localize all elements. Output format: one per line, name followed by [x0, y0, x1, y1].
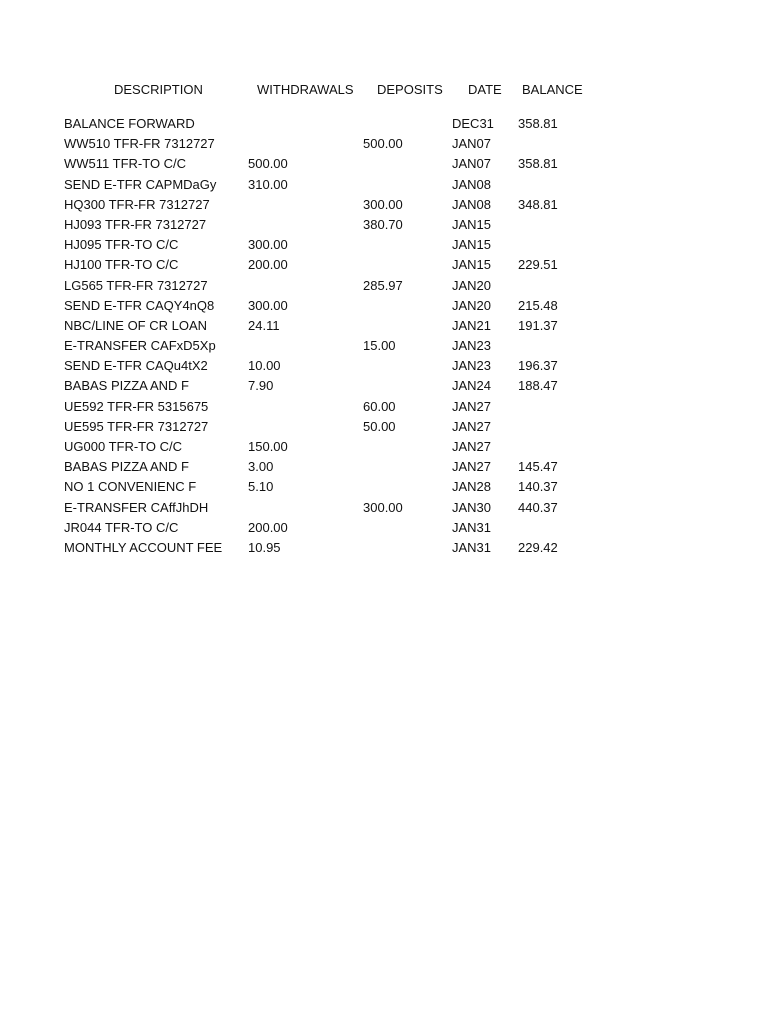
- row-date: JAN23: [452, 338, 492, 354]
- row-description: UG000 TFR-TO C/C: [64, 439, 182, 454]
- row-date: JAN20: [452, 277, 492, 293]
- table-row: [0, 217, 768, 237]
- row-balance: 229.42: [518, 539, 558, 555]
- row-balance: 358.81: [518, 116, 558, 131]
- table-row: [0, 419, 768, 439]
- row-balance: 215.48: [518, 297, 558, 313]
- row-withdrawal: 200.00: [248, 257, 288, 273]
- row-withdrawal: 10.95: [248, 539, 281, 555]
- row-withdrawal: 5.10: [248, 479, 274, 495]
- table-row: [0, 540, 768, 560]
- row-date: JAN08: [452, 176, 492, 192]
- row-description: BABAS PIZZA AND F: [64, 459, 189, 475]
- row-withdrawal: 7.90: [248, 378, 274, 394]
- table-row: [0, 358, 768, 378]
- row-date: JAN21: [452, 317, 492, 333]
- row-balance: 196.37: [518, 358, 558, 374]
- row-description: E-TRANSFER CAFxD5Xp: [64, 338, 216, 354]
- row-date: JAN08: [452, 196, 492, 212]
- table-row: [0, 116, 768, 136]
- row-date: JAN28: [452, 479, 492, 495]
- row-withdrawal: 310.00: [248, 176, 288, 192]
- row-description: UE595 TFR-FR 7312727: [64, 418, 209, 434]
- row-deposit: 50.00: [363, 418, 396, 434]
- header-withdrawals: WITHDRAWALS: [257, 82, 354, 97]
- table-row: [0, 479, 768, 499]
- row-balance: 440.37: [518, 499, 558, 515]
- row-deposit: 285.97: [363, 277, 403, 293]
- table-row: [0, 298, 768, 318]
- header-description: DESCRIPTION: [114, 82, 203, 97]
- row-description: WW510 TFR-FR 7312727: [64, 136, 215, 152]
- row-description: HQ300 TFR-FR 7312727: [64, 196, 210, 212]
- row-description: SEND E-TFR CAQY4nQ8: [64, 297, 215, 313]
- row-description: MONTHLY ACCOUNT FEE: [64, 539, 223, 555]
- table-row: [0, 439, 768, 459]
- row-withdrawal: 24.11: [248, 317, 280, 333]
- row-date: JAN24: [452, 378, 492, 394]
- row-description: UE592 TFR-FR 5315675: [64, 398, 209, 414]
- row-description: BALANCE FORWARD: [64, 116, 195, 131]
- row-date: JAN27: [452, 459, 492, 475]
- row-date: JAN31: [452, 539, 492, 555]
- row-date: JAN27: [452, 418, 492, 434]
- row-description: WW511 TFR-TO C/C: [64, 156, 187, 172]
- row-date: JAN07: [452, 156, 492, 172]
- row-description: E-TRANSFER CAffJhDH: [64, 499, 209, 515]
- row-date: JAN15: [452, 237, 492, 253]
- row-deposit: 15.00: [363, 338, 396, 354]
- row-description: NO 1 CONVENIENC F: [64, 479, 197, 495]
- transaction-list: [0, 116, 768, 560]
- table-row: [0, 399, 768, 419]
- table-row: [0, 500, 768, 520]
- header-balance: BALANCE: [522, 82, 583, 97]
- row-balance: 145.47: [518, 459, 558, 475]
- header-deposits: DEPOSITS: [377, 82, 443, 97]
- table-row: [0, 338, 768, 358]
- table-row: [0, 257, 768, 277]
- row-description: HJ093 TFR-FR 7312727: [64, 216, 207, 232]
- row-withdrawal: 300.00: [248, 237, 288, 253]
- row-date: JAN23: [452, 358, 492, 374]
- row-date: JAN20: [452, 297, 492, 313]
- table-row: [0, 318, 768, 338]
- table-row: [0, 520, 768, 540]
- row-description: SEND E-TFR CAQu4tX2: [64, 358, 208, 374]
- row-withdrawal: 500.00: [248, 156, 288, 172]
- row-withdrawal: 10.00: [248, 358, 281, 374]
- row-date: JAN27: [452, 398, 492, 414]
- table-row: [0, 459, 768, 479]
- row-description: BABAS PIZZA AND F: [64, 378, 189, 394]
- row-withdrawal: 150.00: [248, 439, 288, 454]
- row-deposit: 380.70: [363, 216, 403, 232]
- row-deposit: 500.00: [363, 136, 403, 152]
- row-description: SEND E-TFR CAPMDaGy: [64, 176, 217, 192]
- table-row: [0, 177, 768, 197]
- row-withdrawal: 200.00: [248, 519, 288, 535]
- table-row: [0, 197, 768, 217]
- row-balance: 191.37: [518, 317, 558, 333]
- row-description: HJ100 TFR-TO C/C: [64, 257, 179, 273]
- row-description: LG565 TFR-FR 7312727: [64, 277, 208, 293]
- row-date: JAN27: [452, 439, 492, 454]
- row-description: HJ095 TFR-TO C/C: [64, 237, 179, 253]
- row-balance: 188.47: [518, 378, 558, 394]
- row-balance: 348.81: [518, 196, 558, 212]
- row-balance: 140.37: [518, 479, 558, 495]
- row-date: JAN30: [452, 499, 492, 515]
- row-withdrawal: 3.00: [248, 459, 274, 475]
- row-deposit: 60.00: [363, 398, 396, 414]
- row-deposit: 300.00: [363, 499, 403, 515]
- row-balance: 229.51: [518, 257, 558, 273]
- row-date: JAN31: [452, 519, 492, 535]
- header-date: DATE: [468, 82, 502, 97]
- table-row: [0, 378, 768, 398]
- row-description: JR044 TFR-TO C/C: [64, 519, 179, 535]
- row-date: JAN15: [452, 257, 492, 273]
- row-deposit: 300.00: [363, 196, 403, 212]
- table-row: [0, 278, 768, 298]
- row-balance: 358.81: [518, 156, 558, 172]
- row-date: JAN15: [452, 216, 492, 232]
- row-date: DEC31: [452, 116, 494, 131]
- row-description: NBC/LINE OF CR LOAN: [64, 317, 208, 333]
- table-row: [0, 156, 768, 176]
- row-date: JAN07: [452, 136, 492, 152]
- table-row: [0, 237, 768, 257]
- row-withdrawal: 300.00: [248, 297, 288, 313]
- table-row: [0, 136, 768, 156]
